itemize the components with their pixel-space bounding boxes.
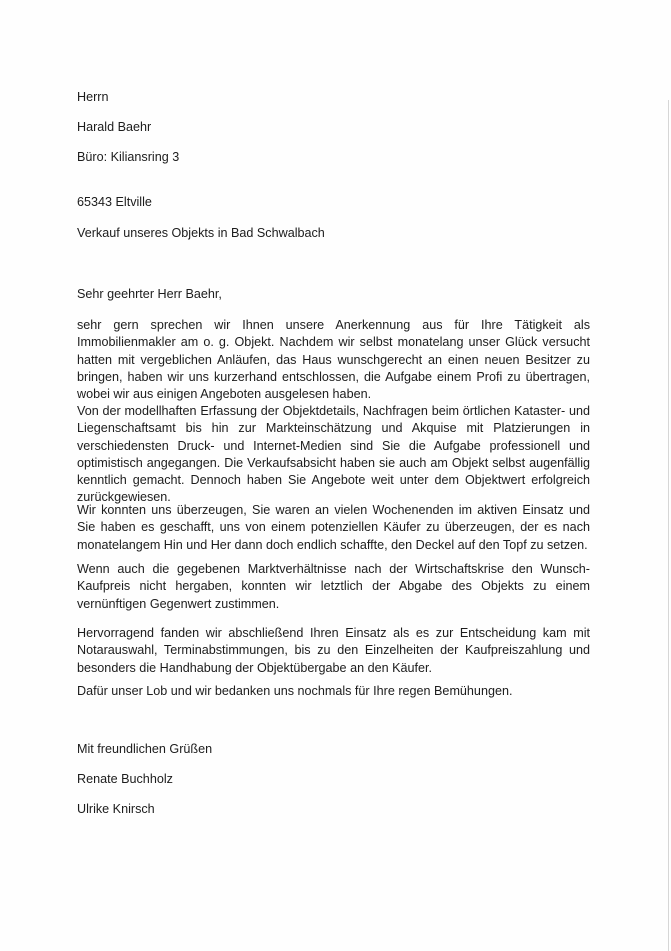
signatory-1: Renate Buchholz — [77, 772, 173, 786]
paragraph-2: Von der modellhaften Erfassung der Objektdetails, Nachfragen beim örtlichen Kataster- und Liegenschaftsamt bis hin zur Markteinschätzung und Akquise mit Platzierungen in verschiedensten Druck- und Internet-Medien sind Sie die Aufgabe professionell und optimistisch angegangen. Die Verkaufsabsicht haben sie auch am Objekt selbst augenfällig kenntlich gemacht. Dennoch haben Sie Angebote weit unter dem Objektwert erfolgreich zurückgewiesen. — [77, 404, 590, 505]
recipient-name: Harald Baehr — [77, 120, 152, 134]
signatory-2: Ulrike Knirsch — [77, 802, 155, 816]
paragraph-5: Hervorragend fanden wir abschließend Ihren Einsatz als es zur Entscheidung kam mit Notarauswahl, Terminabstimmungen, bis zu den Einzelheiten der Kaufpreiszahlung und besonders die Handhabung der Objektübergabe an den Käufer. — [77, 626, 590, 675]
scan-edge-line — [668, 100, 669, 951]
paragraph-4: Wenn auch die gegebenen Marktverhältnisse nach der Wirtschaftskrise den Wunsch-Kaufpreis nicht hergaben, konnten wir letztlich der Abgabe des Objekts zu einem vernünftigen Gegenwert zustimmen. — [77, 562, 590, 611]
greeting: Sehr geehrter Herr Baehr, — [77, 287, 222, 301]
recipient-city: 65343 Eltville — [77, 195, 152, 209]
subject-line: Verkauf unseres Objekts in Bad Schwalbach — [77, 226, 325, 240]
recipient-street: Büro: Kiliansring 3 — [77, 150, 180, 164]
paragraph-1: sehr gern sprechen wir Ihnen unsere Anerkennung aus für Ihre Tätigkeit als Immobilienmakler am o. g. Objekt. Nachdem wir selbst monatelang unser Glück versucht hatten mit vergeblichen Anläufen, das Haus wunschgerecht an einen neuen Besitzer zu bringen, haben wir uns kurzerhand entschlossen, die Aufgabe einem Profi zu übertragen, wobei wir aus einigen Angeboten ausgelesen haben. — [77, 318, 590, 402]
paragraph-3: Wir konnten uns überzeugen, Sie waren an vielen Wochenenden im aktiven Einsatz und Sie haben es geschafft, uns von einem potenziellen Käufer zu überzeugen, der es nach monatelangem Hin und Her dann doch endlich schaffte, den Deckel auf den Topf zu setzen. — [77, 503, 590, 552]
recipient-salutation: Herrn — [77, 90, 109, 104]
paragraph-6: Dafür unser Lob und wir bedanken uns nochmals für Ihre regen Bemühungen. — [77, 684, 513, 698]
closing: Mit freundlichen Grüßen — [77, 742, 213, 756]
